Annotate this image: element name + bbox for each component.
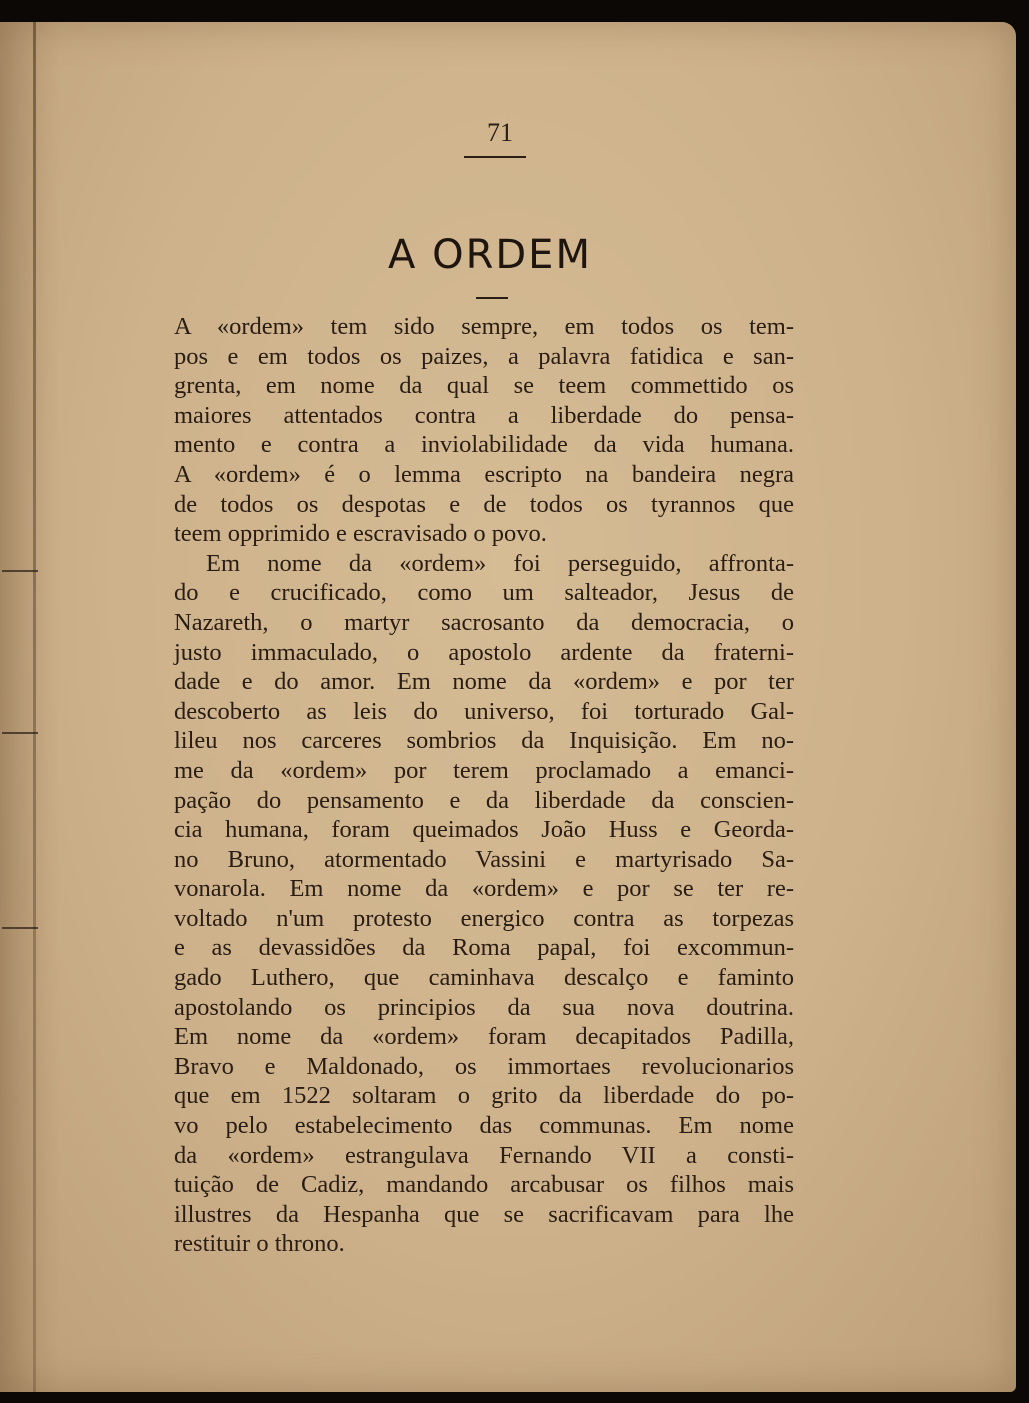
text-line: grenta, em nome da qual se teem commettido os <box>174 372 794 400</box>
text-line: apostolando os principios da sua nova doutrina. <box>174 993 794 1021</box>
book-page <box>0 22 1016 1392</box>
text-line: lileu nos carceres sombrios da Inquisição. Em no- <box>174 727 794 755</box>
text-line: pação do pensamento e da liberdade da conscien- <box>174 786 794 814</box>
page-number: 71 <box>487 118 513 147</box>
text-line: teem opprimido e escravisado o povo. <box>174 520 547 548</box>
page-number-underline <box>464 156 526 158</box>
text-line: Em nome da «ordem» foi perseguido, affronta- <box>206 549 794 577</box>
text-line: Bravo e Maldonado, os immortaes revolucionarios <box>174 1052 794 1080</box>
binding-stitch <box>2 570 38 572</box>
body-text <box>174 312 794 1259</box>
text-line: descoberto as leis do universo, foi torturado Gal- <box>174 697 794 725</box>
text-line: dade e do amor. Em nome da «ordem» e por ter <box>174 668 794 696</box>
text-line: mento e contra a inviolabilidade da vida humana. <box>174 431 794 459</box>
binding-stitch <box>2 927 38 929</box>
text-line: Em nome da «ordem» foram decapitados Padilla, <box>174 1023 794 1051</box>
text-line: Nazareth, o martyr sacrosanto da democracia, o <box>174 608 794 636</box>
text-line: gado Luthero, que caminhava descalço e faminto <box>174 964 794 992</box>
text-line: maiores attentados contra a liberdade do pensa- <box>174 401 794 429</box>
text-line: A «ordem» tem sido sempre, em todos os tem- <box>174 313 794 340</box>
text-line: de todos os despotas e de todos os tyrannos que <box>174 490 794 518</box>
binding-stitch <box>2 732 38 734</box>
binding-gutter <box>33 22 36 1392</box>
text-line: da «ordem» estrangulava Fernando VII a consti- <box>174 1141 794 1169</box>
text-line: me da «ordem» por terem proclamado a emanci- <box>174 756 794 784</box>
text-line: cia humana, foram queimados João Huss e Georda- <box>174 816 794 844</box>
chapter-title: A ORDEM <box>388 232 592 278</box>
text-line: que em 1522 soltaram o grito da liberdade do po- <box>174 1082 794 1110</box>
text-line: no Bruno, atormentado Vassini e martyrisado Sa- <box>174 845 794 873</box>
text-line: A «ordem» é o lemma escripto na bandeira negra <box>174 460 794 488</box>
text-line: do e crucificado, como um salteador, Jesus de <box>174 579 794 607</box>
text-line: vo pelo estabelecimento das communas. Em nome <box>174 1112 794 1140</box>
title-divider <box>476 297 508 299</box>
text-line: vonarola. Em nome da «ordem» e por se ter re- <box>174 875 794 903</box>
text-line: voltado n'um protesto energico contra as torpezas <box>174 904 794 932</box>
text-line: tuição de Cadiz, mandando arcabusar os filhos mais <box>174 1171 794 1199</box>
text-line: justo immaculado, o apostolo ardente da fraterni- <box>174 638 794 666</box>
text-line: pos e em todos os paizes, a palavra fatidica e san- <box>174 342 794 370</box>
text-line: illustres da Hespanha que se sacrificavam para lhe <box>174 1200 794 1228</box>
text-line: restituir o throno. <box>174 1230 345 1258</box>
text-line: e as devassidões da Roma papal, foi excommun- <box>174 934 794 962</box>
